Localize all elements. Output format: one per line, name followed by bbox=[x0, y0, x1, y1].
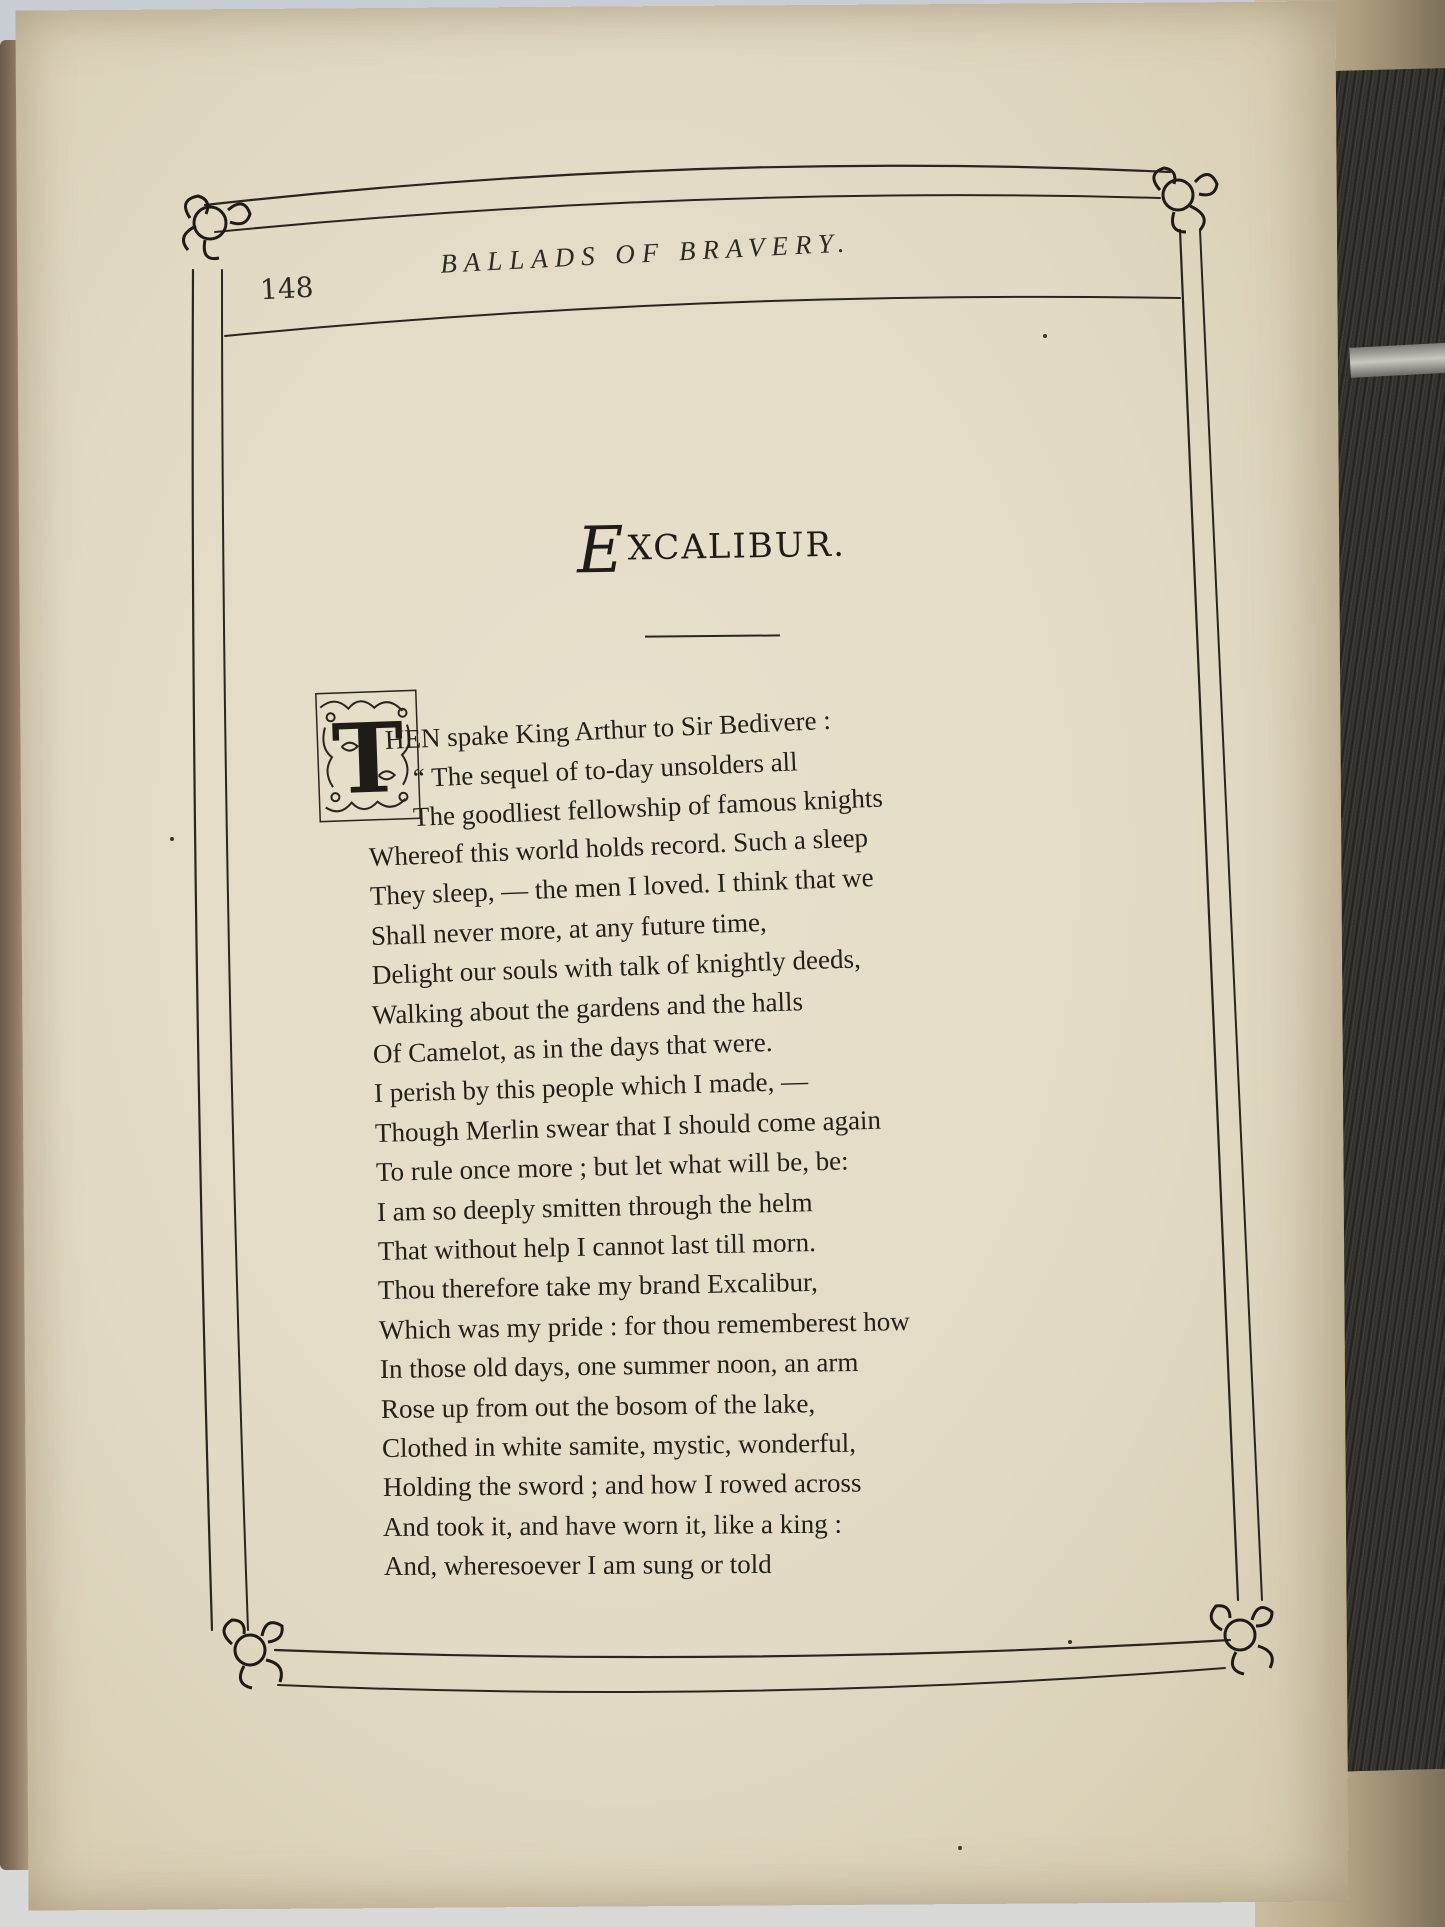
poem-line: I perish by this people which I made, — bbox=[373, 1066, 809, 1109]
poem-line: Though Merlin swear that I should come again bbox=[374, 1104, 882, 1148]
poem-line: Clothed in white samite, mystic, wonderful, bbox=[381, 1427, 856, 1463]
poem-line: Delight our souls with talk of knightly deeds, bbox=[371, 943, 861, 991]
poem-line: To rule once more ; but let what will be, be: bbox=[375, 1145, 849, 1188]
poem-line: They sleep, — the men I loved. I think that we bbox=[369, 862, 874, 912]
poem-line: And, wheresoever I am sung or told bbox=[384, 1549, 773, 1582]
paper-speck bbox=[1043, 334, 1047, 338]
title-rest: XCALIBUR. bbox=[627, 524, 847, 569]
poem-line: Which was my pride : for thou rememberest how bbox=[378, 1305, 911, 1345]
poem-line: Thou therefore take my brand Excalibur, bbox=[378, 1267, 819, 1306]
poem-line: Walking about the gardens and the halls bbox=[371, 985, 804, 1030]
poem-line: Of Camelot, as in the days that were. bbox=[372, 1026, 774, 1069]
running-head: BALLADS OF BRAVERY. bbox=[439, 227, 852, 279]
corner-ornament-top-left bbox=[184, 196, 251, 259]
paper-speck bbox=[170, 837, 174, 841]
poem-title bbox=[576, 510, 846, 589]
title-initial: E bbox=[576, 513, 627, 589]
poem-line: And took it, and have worn it, like a king : bbox=[383, 1508, 843, 1542]
paper-speck bbox=[1068, 1640, 1072, 1644]
poem-line: HEN spake King Arthur to Sir Bedivere : bbox=[384, 704, 832, 755]
poem-line: Shall never more, at any future time, bbox=[370, 906, 767, 951]
paper-speck bbox=[958, 1846, 962, 1850]
poem-line: I am so deeply smitten through the helm bbox=[376, 1186, 813, 1227]
poem-line: Holding the sword ; and how I rowed across bbox=[382, 1467, 862, 1503]
poem-line: “ The sequel of to-day unsolders all bbox=[412, 746, 799, 793]
illuminated-dropcap bbox=[310, 684, 427, 828]
poem-line: Rose up from out the bosom of the lake, bbox=[380, 1387, 816, 1424]
poem-line: That without help I cannot last till morn. bbox=[377, 1226, 816, 1266]
poem-line: Whereof this world holds record. Such a sleep bbox=[368, 822, 869, 872]
corner-ornament-top-right bbox=[1154, 168, 1217, 232]
dropcap-letter: T bbox=[330, 700, 406, 817]
page-number: 148 bbox=[259, 270, 315, 307]
poem-line: The goodliest fellowship of famous knights bbox=[412, 782, 884, 832]
poem-line: In those old days, one summer noon, an arm bbox=[379, 1347, 859, 1385]
corner-ornament-bottom-left bbox=[224, 1620, 282, 1688]
